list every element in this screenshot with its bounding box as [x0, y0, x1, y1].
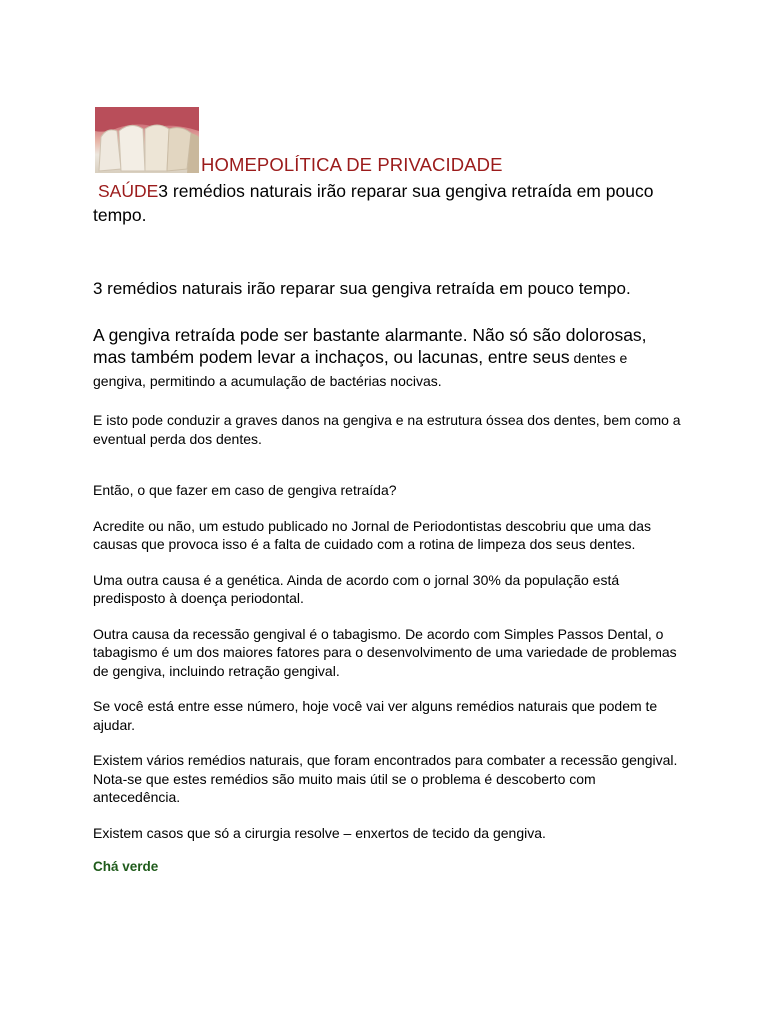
paragraph: E isto pode conduzir a graves danos na gengiva e na estrutura óssea dos dentes, bem como a eventual perda dos dentes. [93, 412, 681, 447]
paragraph: Se você está entre esse número, hoje você vai ver alguns remédios naturais que podem te ajudar. [93, 698, 658, 733]
nav-home-link[interactable]: HOME [201, 154, 257, 175]
headline-text: 3 remédios naturais irão reparar sua gengiva retraída em pouco tempo. [93, 181, 654, 225]
paragraph: Existem vários remédios naturais, que foram encontrados para combater a recessão gengival. Nota-se que estes remédios são muito mais útil se o problema é descoberto com antecedência. [93, 752, 678, 805]
lead-small-text: dentes e gengiva, permitindo a acumulação de bactérias nocivas. [93, 350, 628, 389]
paragraph: Existem casos que só a cirurgia resolve – enxertos de tecido da gengiva. [93, 824, 546, 841]
top-nav [201, 154, 503, 176]
gum-photo [95, 107, 199, 173]
section-heading: Chá verde [93, 859, 159, 874]
header [93, 107, 683, 174]
lead-paragraph [93, 324, 683, 392]
category-link[interactable]: SAÚDE [98, 181, 159, 201]
article-page [93, 107, 683, 874]
teeth-illustration [95, 107, 199, 173]
article-subtitle: 3 remédios naturais irão reparar sua gengiva retraída em pouco tempo. [93, 279, 631, 298]
nav-privacy-link[interactable]: POLÍTICA DE PRIVACIDADE [256, 154, 503, 175]
paragraph: Uma outra causa é a genética. Ainda de acordo com o jornal 30% da população está predisposto à doença periodontal. [93, 571, 620, 606]
paragraph: Outra causa da recessão gengival é o tabagismo. De acordo com Simples Passos Dental, o tabagismo é um dos maiores fatores para o desenvolvimento de uma variedade de problemas de gengiva, incluindo retração gengival. [93, 625, 677, 679]
paragraph: Então, o que fazer em caso de gengiva retraída? [93, 482, 397, 498]
paragraph: Acredite ou não, um estudo publicado no Jornal de Periodontistas descobriu que uma das causas que provoca isso é a falta de cuidado com a rotina de limpeza dos seus dentes. [93, 517, 652, 552]
lead-large-text: A gengiva retraída pode ser bastante alarmante. Não só são dolorosas, mas também podem levar a inchaços, ou lacunas, entre seus [93, 325, 647, 367]
headline [93, 179, 683, 227]
